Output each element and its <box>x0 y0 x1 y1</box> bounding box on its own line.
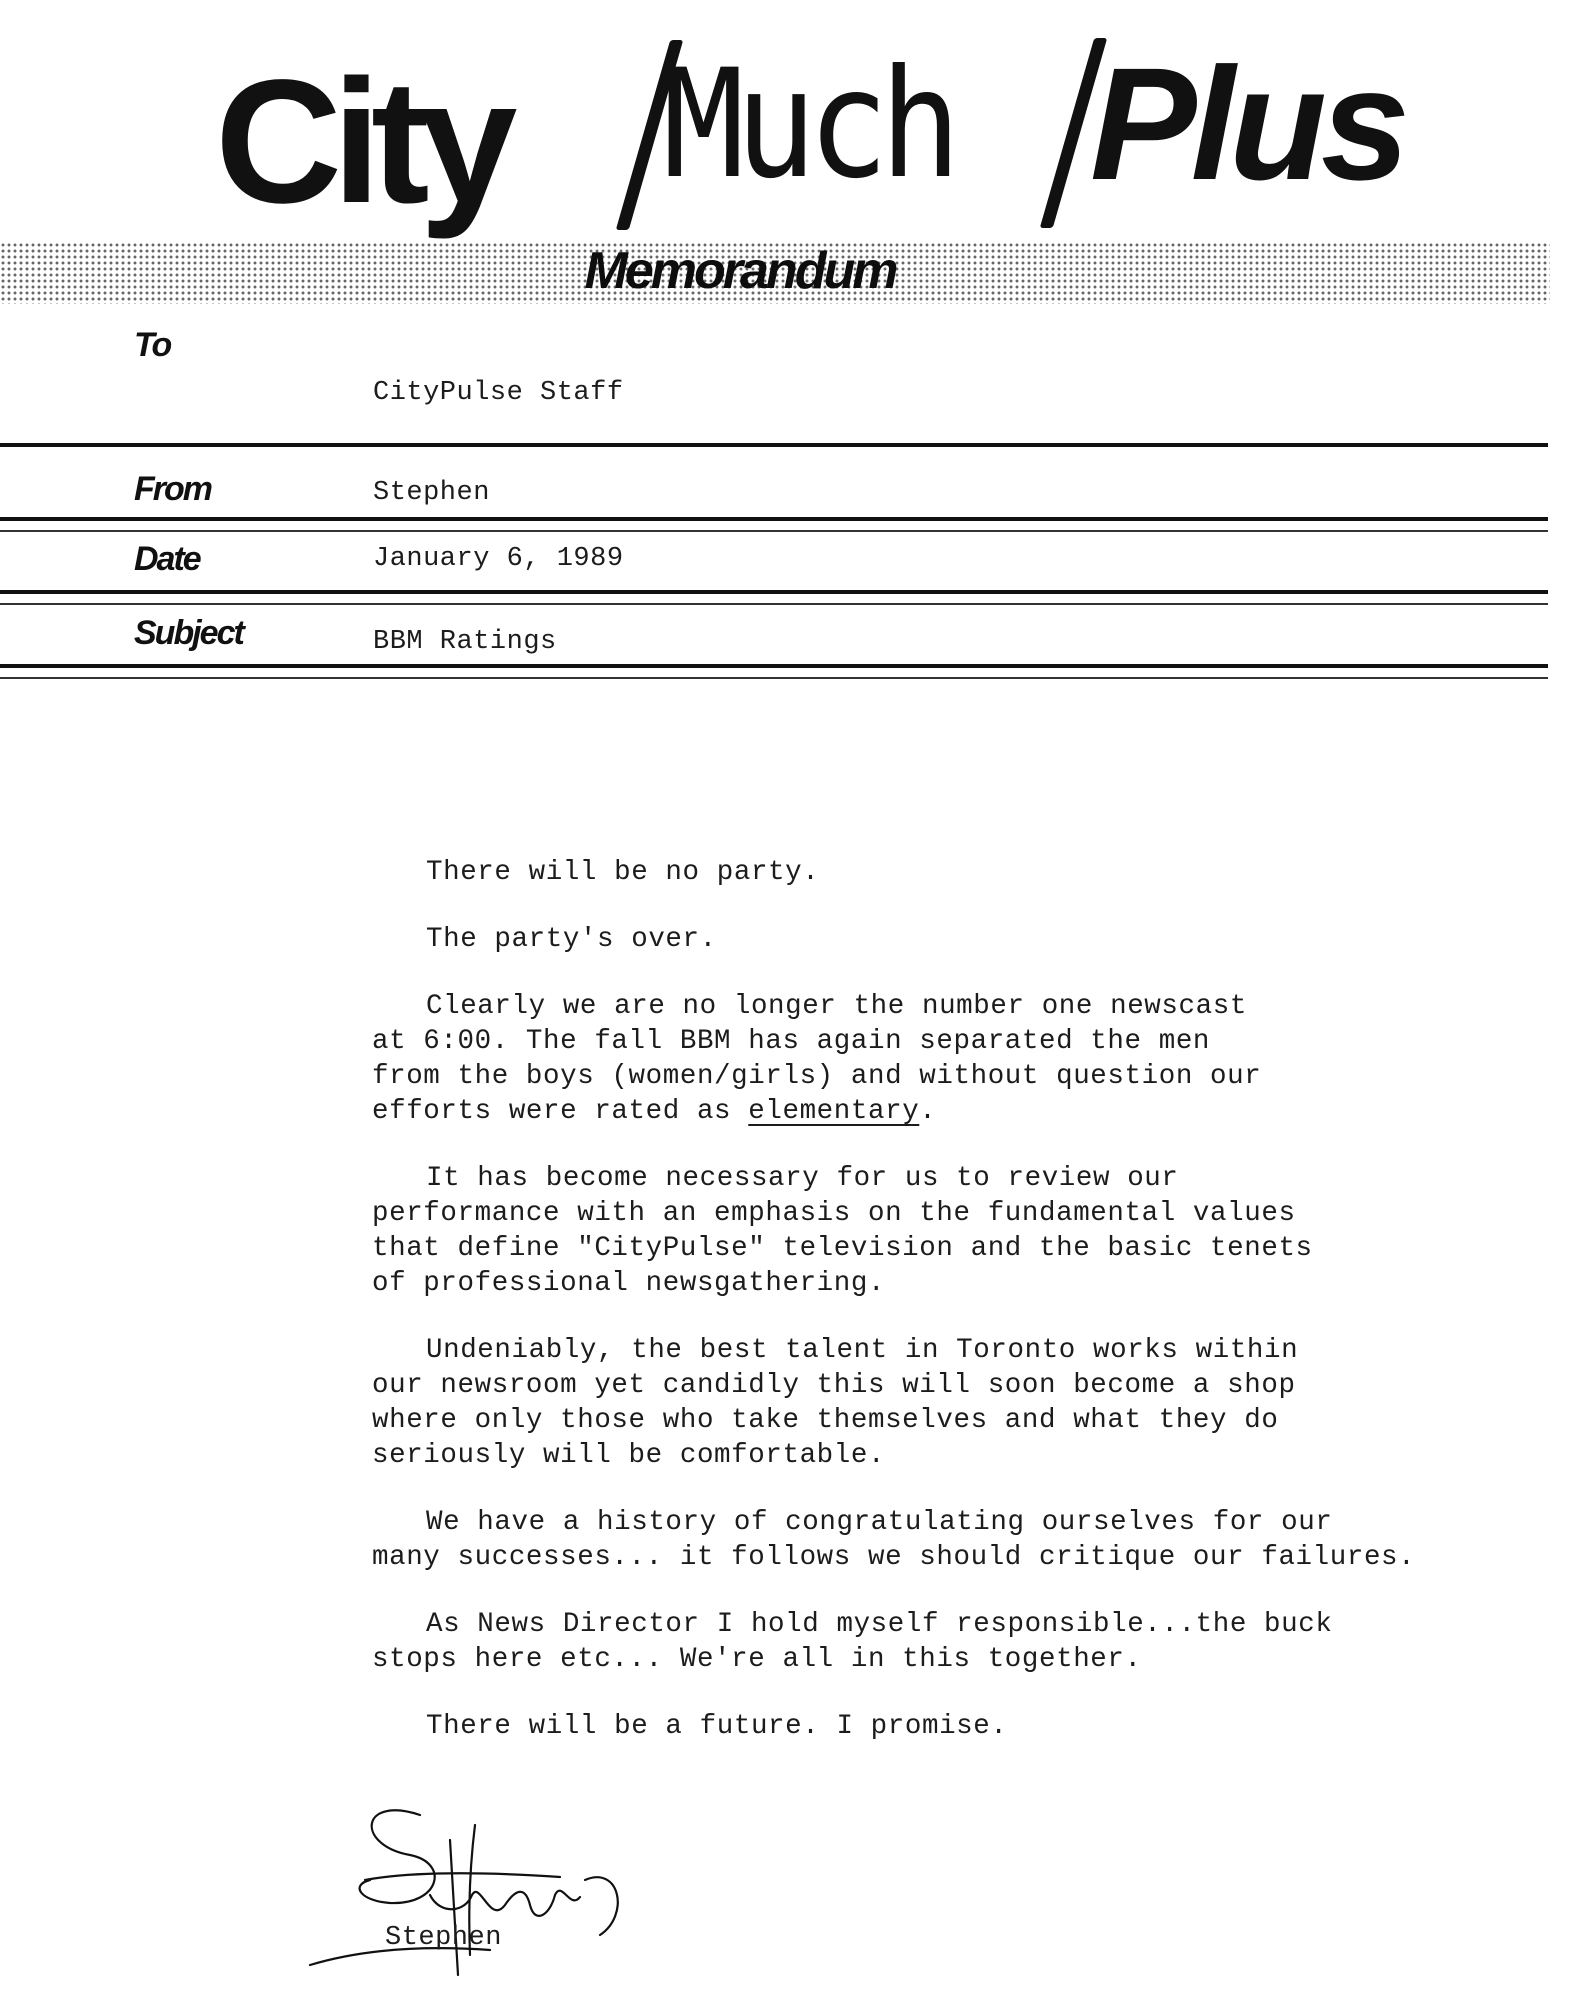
date-value: January 6, 1989 <box>373 544 624 574</box>
body-paragraph: It has become necessary for us to review our performance with an emphasis on the fundamental values that define "CityPulse" television and the basic tenets of professional newsgathering. <box>372 1163 1313 1299</box>
logo-plus-text: Plus <box>1090 34 1404 213</box>
body-text-run: . <box>919 1096 937 1127</box>
letterhead-logo <box>215 34 1404 246</box>
header-divider-thin <box>0 530 1548 532</box>
handwritten-signature <box>300 1785 640 1985</box>
to-value: CityPulse Staff <box>373 378 624 408</box>
signature-typed-name: Stephen <box>385 1923 502 1953</box>
header-divider <box>0 443 1548 447</box>
to-label: To <box>134 326 171 364</box>
logo-much-text: Much <box>663 38 953 212</box>
memorandum-title: Memorandum <box>584 242 896 300</box>
subject-value: BBM Ratings <box>373 627 557 657</box>
body-paragraph: As News Director I hold myself responsible...the buck stops here etc... We're all in this together. <box>372 1609 1333 1675</box>
header-divider <box>0 590 1548 594</box>
from-value: Stephen <box>373 478 490 508</box>
date-label: Date <box>134 540 200 578</box>
header-divider-thin <box>0 677 1548 679</box>
from-label: From <box>134 470 211 508</box>
body-paragraph <box>372 989 1432 1129</box>
body-text-run: Clearly we are no longer the number one newscast at 6:00. The fall BBM has again separated the men from the boys (women/girls) and without question our efforts were rated as <box>372 991 1262 1127</box>
logo-city-text: City <box>215 44 508 240</box>
header-divider <box>0 664 1548 668</box>
body-paragraph: We have a history of congratulating ourselves for our many successes... it follows we should critique our failures. <box>372 1507 1416 1573</box>
body-paragraph: There will be no party. <box>426 857 820 888</box>
body-paragraph: Undeniably, the best talent in Toronto works within our newsroom yet candidly this will soon become a shop where only those who take themselves and what they do seriously will be comfortable. <box>372 1335 1299 1471</box>
memo-body <box>372 855 1432 1776</box>
body-paragraph: There will be a future. I promise. <box>426 1711 1008 1742</box>
subject-label: Subject <box>134 614 243 652</box>
body-paragraph: The party's over. <box>426 924 717 955</box>
header-divider-thin <box>0 603 1548 605</box>
header-divider <box>0 517 1548 521</box>
underlined-word: elementary <box>748 1096 920 1127</box>
